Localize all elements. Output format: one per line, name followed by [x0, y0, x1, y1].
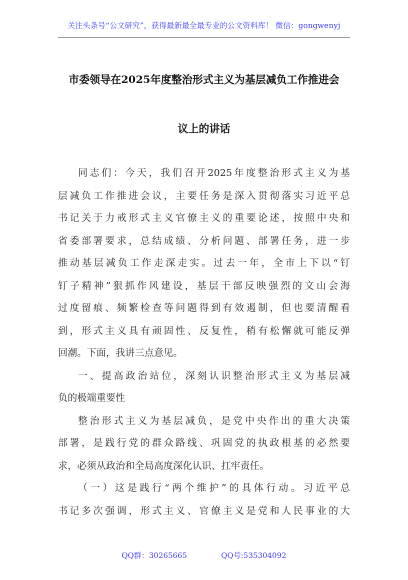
body-line: 层减负工作推进会议，主要任务是深入贯彻落实习近平总: [58, 190, 350, 202]
body-line: 一、提高政治站位，深刻认识整治形式主义为基层减: [78, 370, 350, 382]
document-title-line-1: 市委领导在2025年度整治形式主义为基层减负工作推进会: [68, 74, 340, 86]
body-line: 过度留痕、频繁检查等问题得到有效遏制，但也要清醒看: [58, 303, 350, 314]
document-title-line-2: 议上的讲话: [177, 123, 231, 135]
header-divider: [58, 37, 350, 38]
body-line: 到，形式主义具有顽固性、反复性，稍有松懈就可能反弹: [58, 325, 350, 337]
header-note: 关注头条号“公文研究”，获得最新最全最专业的公文资料库！ 微信：gongwenyj: [67, 21, 341, 30]
footer-qq-number: QQ号:535304092: [221, 551, 287, 560]
body-line: 省委部署要求，总结成绩、分析问题、部署任务，进一步: [58, 235, 350, 247]
body-line: 部署，是践行党的群众路线、巩固党的执政根基的必然要: [58, 438, 350, 449]
body-line: 钉子精神”狠抓作风建设，基层干部反映强烈的文山会海: [58, 280, 350, 292]
body-line: （一）这是践行“两个维护”的具体行动。习近平总: [78, 483, 350, 494]
footer: [0, 550, 408, 561]
body-line: 推动基层减负工作走深走实。过去一年，全市上下以“钉: [58, 258, 350, 269]
footer-qq-group: QQ群：30265665: [121, 551, 188, 560]
body-line: 求，必须从政治和全局高度深化认识、扛牢责任。: [58, 460, 270, 472]
body-line: 回潮。下面，我讲三点意见。: [58, 348, 183, 359]
body-line: 书记多次强调，形式主义、官僚主义是党和人民事业的大: [58, 505, 350, 517]
body-line: 整治形式主义为基层减负，是党中央作出的重大决策: [78, 415, 350, 427]
body-line: 同志们：今天，我们召开2025年度整治形式主义为基: [78, 168, 350, 179]
body-line: 负的极端重要性: [58, 393, 126, 404]
body-line: 书记关于力戒形式主义官僚主义的重要论述，按照中央和: [58, 213, 350, 224]
